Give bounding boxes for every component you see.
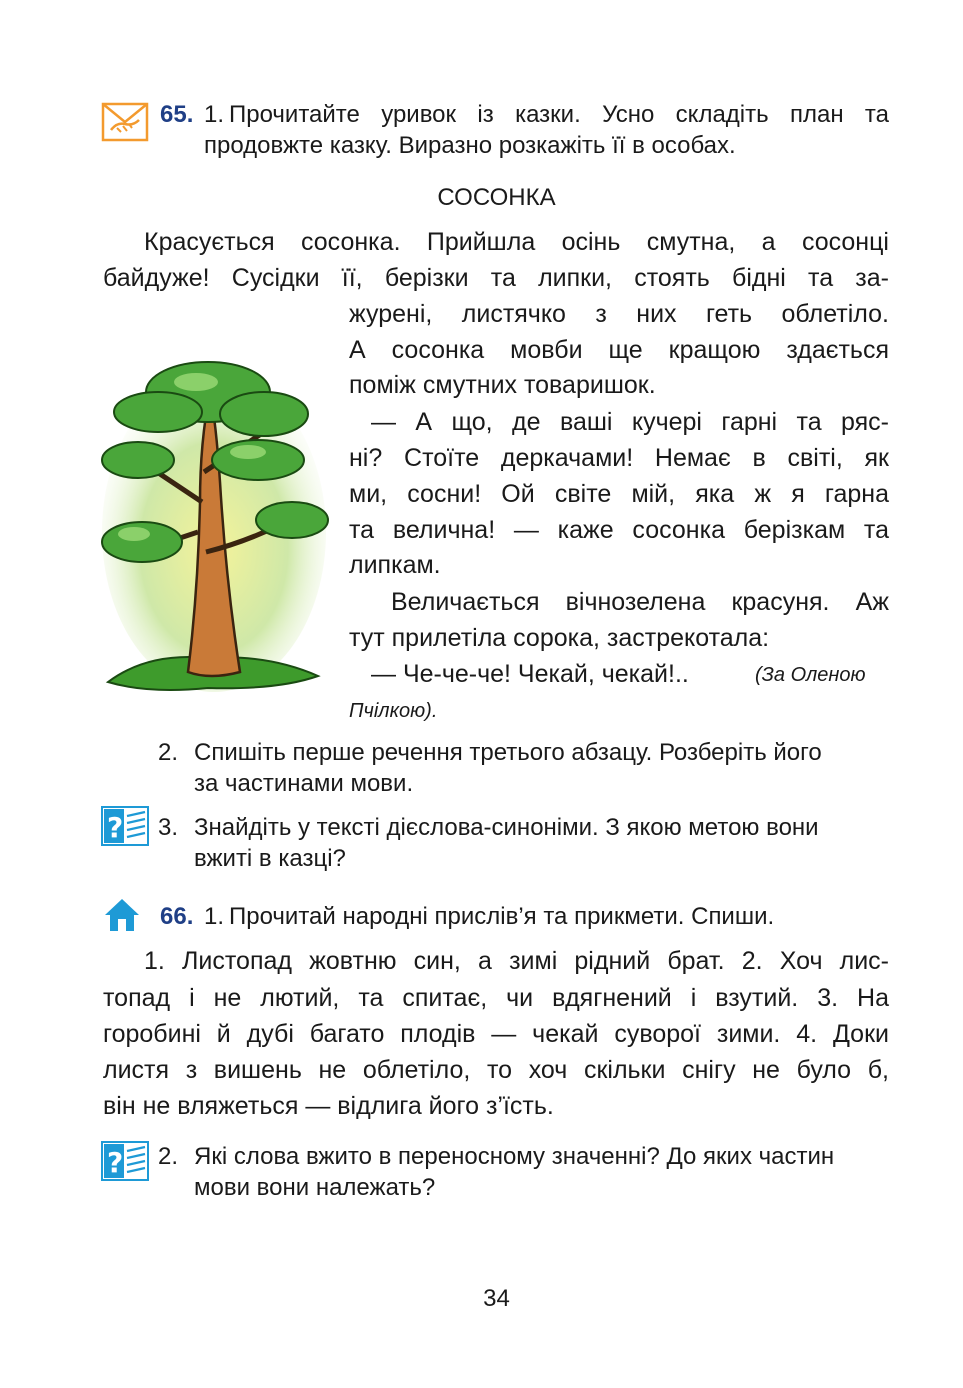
ex65-task3-line1: Знайдіть у тексті дієслова-синоніми. З якою метою вони [194,814,819,841]
ex65-task1-line2: продовжте казку. Виразно розкажіть її в особах. [204,132,736,159]
proverb-line: 1. Листопад жовтню син, а зимі рідний брат. 2. Хоч лис- [144,947,889,975]
ex65-task2-line1: Спишіть перше речення третього абзацу. Розберіть його [194,739,822,766]
home-icon [103,897,141,933]
question-book-icon [101,1141,149,1181]
story-line: журені, листячко з них геть облетіло. [349,300,889,328]
ex65-task2-line2: за частинами мови. [194,770,414,797]
pine-tree-illustration [98,352,330,692]
proverb-line: горобині й дубі багато плодів — чекай суворої зими. 4. Доки [103,1020,889,1048]
ex66-task1-text: Прочитай народні прислів’я та прикмети. Спиши. [229,903,775,930]
ex65-task3-number: 3. [158,814,179,841]
ex66-task2-number: 2. [158,1143,179,1170]
ex66-task2-line2: мови вони належать? [194,1174,436,1201]
story-title: СОСОНКА [437,184,556,211]
proverb-line: топад і не лютий, та спитає, чи вдягнений і взутий. 3. На [103,984,889,1012]
story-line: байдуже! Сусідки її, берізки та липки, стоять бідні та за- [103,264,889,292]
story-line: ні? Стоїте деркачами! Немає в світі, як [349,444,889,472]
handshake-envelope-icon [101,100,149,144]
story-line: — А що, де ваші кучері гарні та ряс- [371,408,889,436]
ex65-task1-line1: Прочитайте уривок із казки. Усно складіть план та [229,101,889,128]
story-source-part2: Пчілкою). [349,700,438,722]
exercise-65-number: 65. [160,101,194,128]
story-source-part1: (За Оленою [755,664,866,686]
story-line: — Че-че-че! Чекай, чекай!.. [371,660,689,688]
story-line: поміж смутних товаришок. [349,371,656,399]
ex65-task1-number: 1. [204,101,225,128]
story-line: ми, сосни! Ой світе мій, яка ж я гарна [349,480,889,508]
svg-text:?: ? [107,1146,124,1179]
page-number: 34 [483,1285,510,1312]
story-line: Красується сосонка. Прийшла осінь смутна, а сосонці [144,228,889,256]
question-book-icon [101,806,149,846]
ex66-task1-number: 1. [204,903,225,930]
exercise-66-number: 66. [160,903,194,930]
ex65-task3-line2: вжиті в казці? [194,845,346,872]
proverb-line: він не вляжеться — відлига його з’їсть. [103,1092,554,1120]
story-line: Величається вічнозелена красуня. Аж [391,588,889,616]
ex65-task2-number: 2. [158,739,179,766]
ex66-task2-line1: Які слова вжито в переносному значенні? До яких частин [194,1143,835,1170]
story-line: А сосонка мовби ще кращою здається [349,336,889,364]
story-line: липкам. [349,551,441,579]
story-line: тут прилетіла сорока, застрекотала: [349,624,770,652]
proverb-line: листя з вишень не облетіло, то хоч скільки снігу не було б, [103,1056,889,1084]
svg-text:?: ? [107,811,124,844]
story-line: та велична! — каже сосонка берізкам та [349,516,889,544]
